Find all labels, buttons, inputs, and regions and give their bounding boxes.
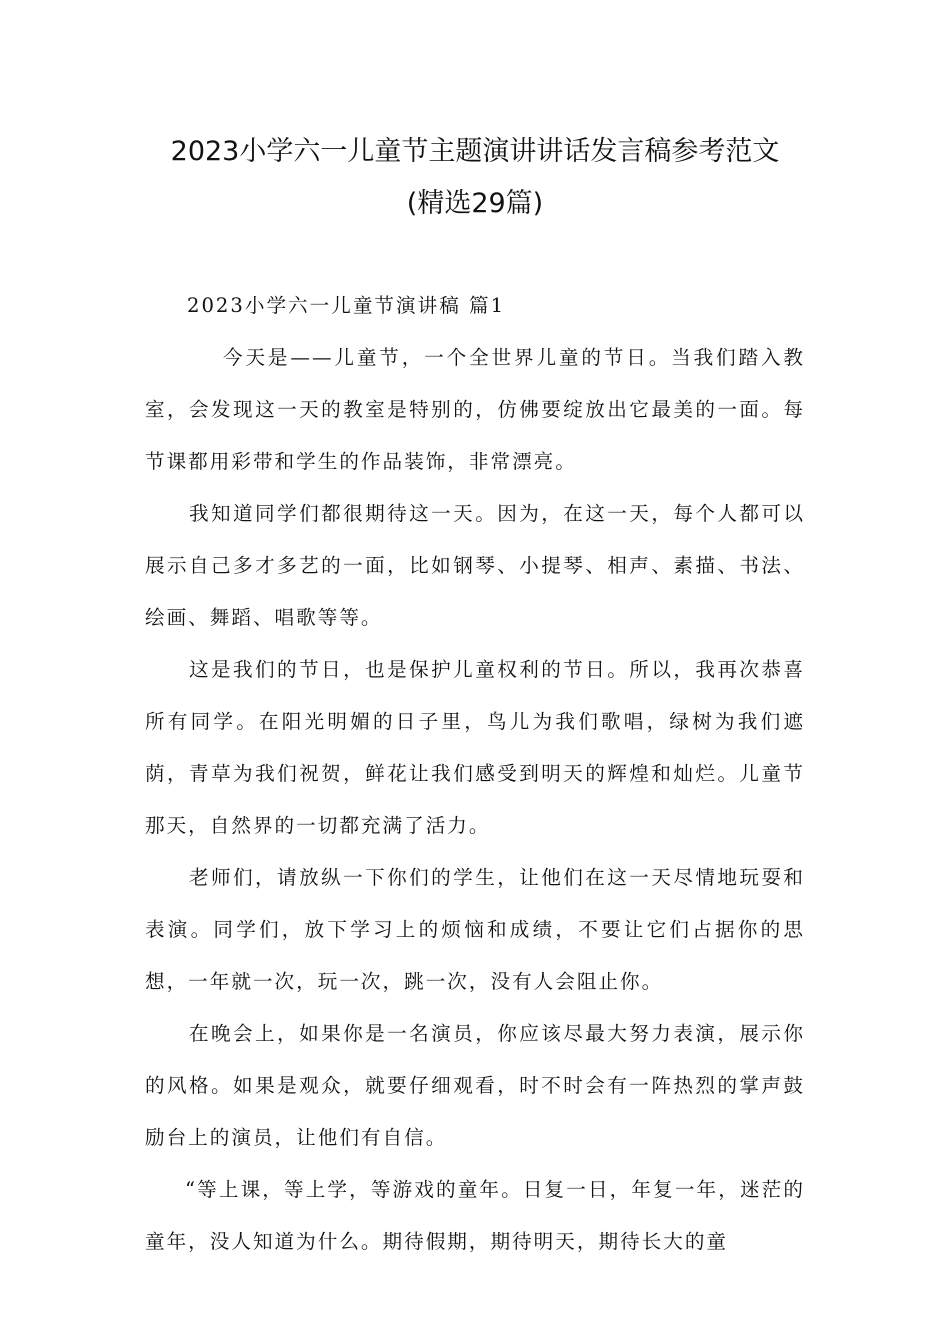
section-heading: 2023小学六一儿童节演讲稿 篇1 bbox=[187, 294, 506, 317]
paragraph-1: 今天是——儿童节，一个全世界儿童的节日。当我们踏入教室，会发现这一天的教室是特别的，仿佛要绽放出它最美的一面。每节课都用彩带和学生的作品装饰，非常漂亮。 bbox=[145, 346, 805, 473]
paragraph-6: “等上课，等上学，等游戏的童年。日复一日，年复一年，迷茫的童年，没人知道为什么。期待假期，期待明天，期待长大的童 bbox=[145, 1178, 805, 1253]
document-subtitle: (精选29篇) bbox=[406, 188, 544, 219]
paragraph-2: 我知道同学们都很期待这一天。因为，在这一天，每个人都可以展示自己多才多艺的一面，比如钢琴、小提琴、相声、素描、书法、绘画、舞蹈、唱歌等等。 bbox=[145, 502, 805, 629]
document-body bbox=[145, 280, 805, 1268]
document-title: 2023小学六一儿童节主题演讲讲话发言稿参考范文 bbox=[170, 136, 780, 167]
paragraph-5: 在晚会上，如果你是一名演员，你应该尽最大努力表演，展示你的风格。如果是观众，就要仔细观看，时不时会有一阵热烈的掌声鼓励台上的演员，让他们有自信。 bbox=[145, 1022, 805, 1149]
paragraph-4: 老师们，请放纵一下你们的学生，让他们在这一天尽情地玩耍和表演。同学们，放下学习上的烦恼和成绩，不要让它们占据你的思想，一年就一次，玩一次，跳一次，没有人会阻止你。 bbox=[145, 866, 805, 993]
paragraph-3: 这是我们的节日，也是保护儿童权利的节日。所以，我再次恭喜所有同学。在阳光明媚的日子里，鸟儿为我们歌唱，绿树为我们遮荫，青草为我们祝贺，鲜花让我们感受到明天的辉煌和灿烂。儿童节那天，自然界的一切都充满了活力。 bbox=[145, 658, 805, 837]
